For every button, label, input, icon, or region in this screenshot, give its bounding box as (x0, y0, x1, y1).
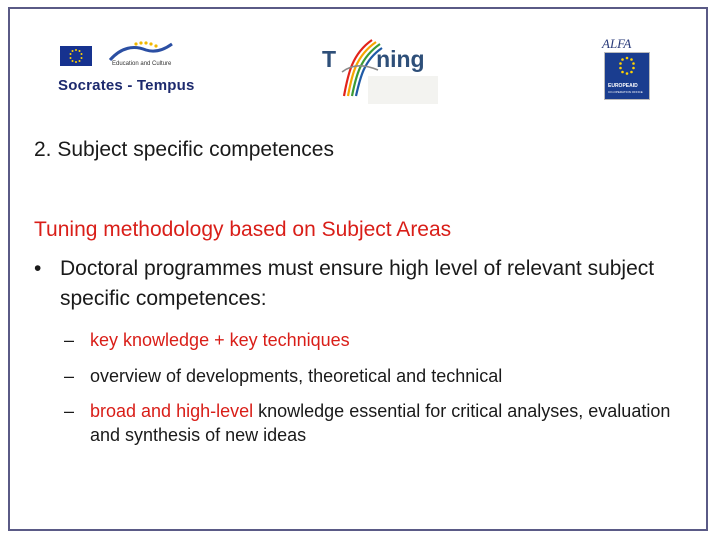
bullet-text: Doctoral programmes must ensure high level of relevant subject specific competences: (60, 257, 655, 310)
sub-bullet-rest: knowledge essential for critical analyses, evaluation and synthesis of new ideas (90, 401, 671, 445)
sub-bullet-text (90, 399, 680, 447)
sub-bullet-text (90, 328, 680, 352)
socrates-tempus-logo (56, 40, 206, 100)
europeaid-subtext: CO-OPERATION OFFICE (608, 90, 643, 94)
sub-bullet-text (90, 364, 680, 388)
dash-mark: – (64, 366, 75, 386)
tuning-letter-t: T (322, 46, 337, 72)
socrates-tempus-text: Socrates - Tempus (58, 77, 195, 94)
sub-bullet-rest: overview of developments, theoretical and technical (90, 366, 503, 386)
europeaid-flag-icon (604, 52, 650, 100)
section-heading: Tuning methodology based on Subject Areas (34, 218, 452, 241)
slide-title: 2. Subject specific competences (34, 138, 334, 161)
eu-flag-icon (60, 46, 92, 66)
tuning-swoosh-icon (338, 34, 384, 100)
sub-bullet-highlight: key knowledge + key techniques (90, 330, 350, 350)
education-culture-text: Education and Culture (112, 61, 172, 67)
alfa-europeaid-logo (600, 36, 652, 100)
sub-bullet-highlight: broad and high-level (90, 401, 254, 421)
europeaid-text: EUROPEAID (608, 83, 638, 89)
tuning-logo (310, 28, 440, 106)
bullet-mark: • (34, 257, 42, 280)
education-culture-mark-icon (106, 40, 176, 74)
alfa-text: ALFA (602, 36, 632, 51)
dash-mark: – (64, 330, 75, 350)
tuning-letters-ning: ning (376, 46, 425, 72)
dash-mark: – (64, 401, 75, 421)
